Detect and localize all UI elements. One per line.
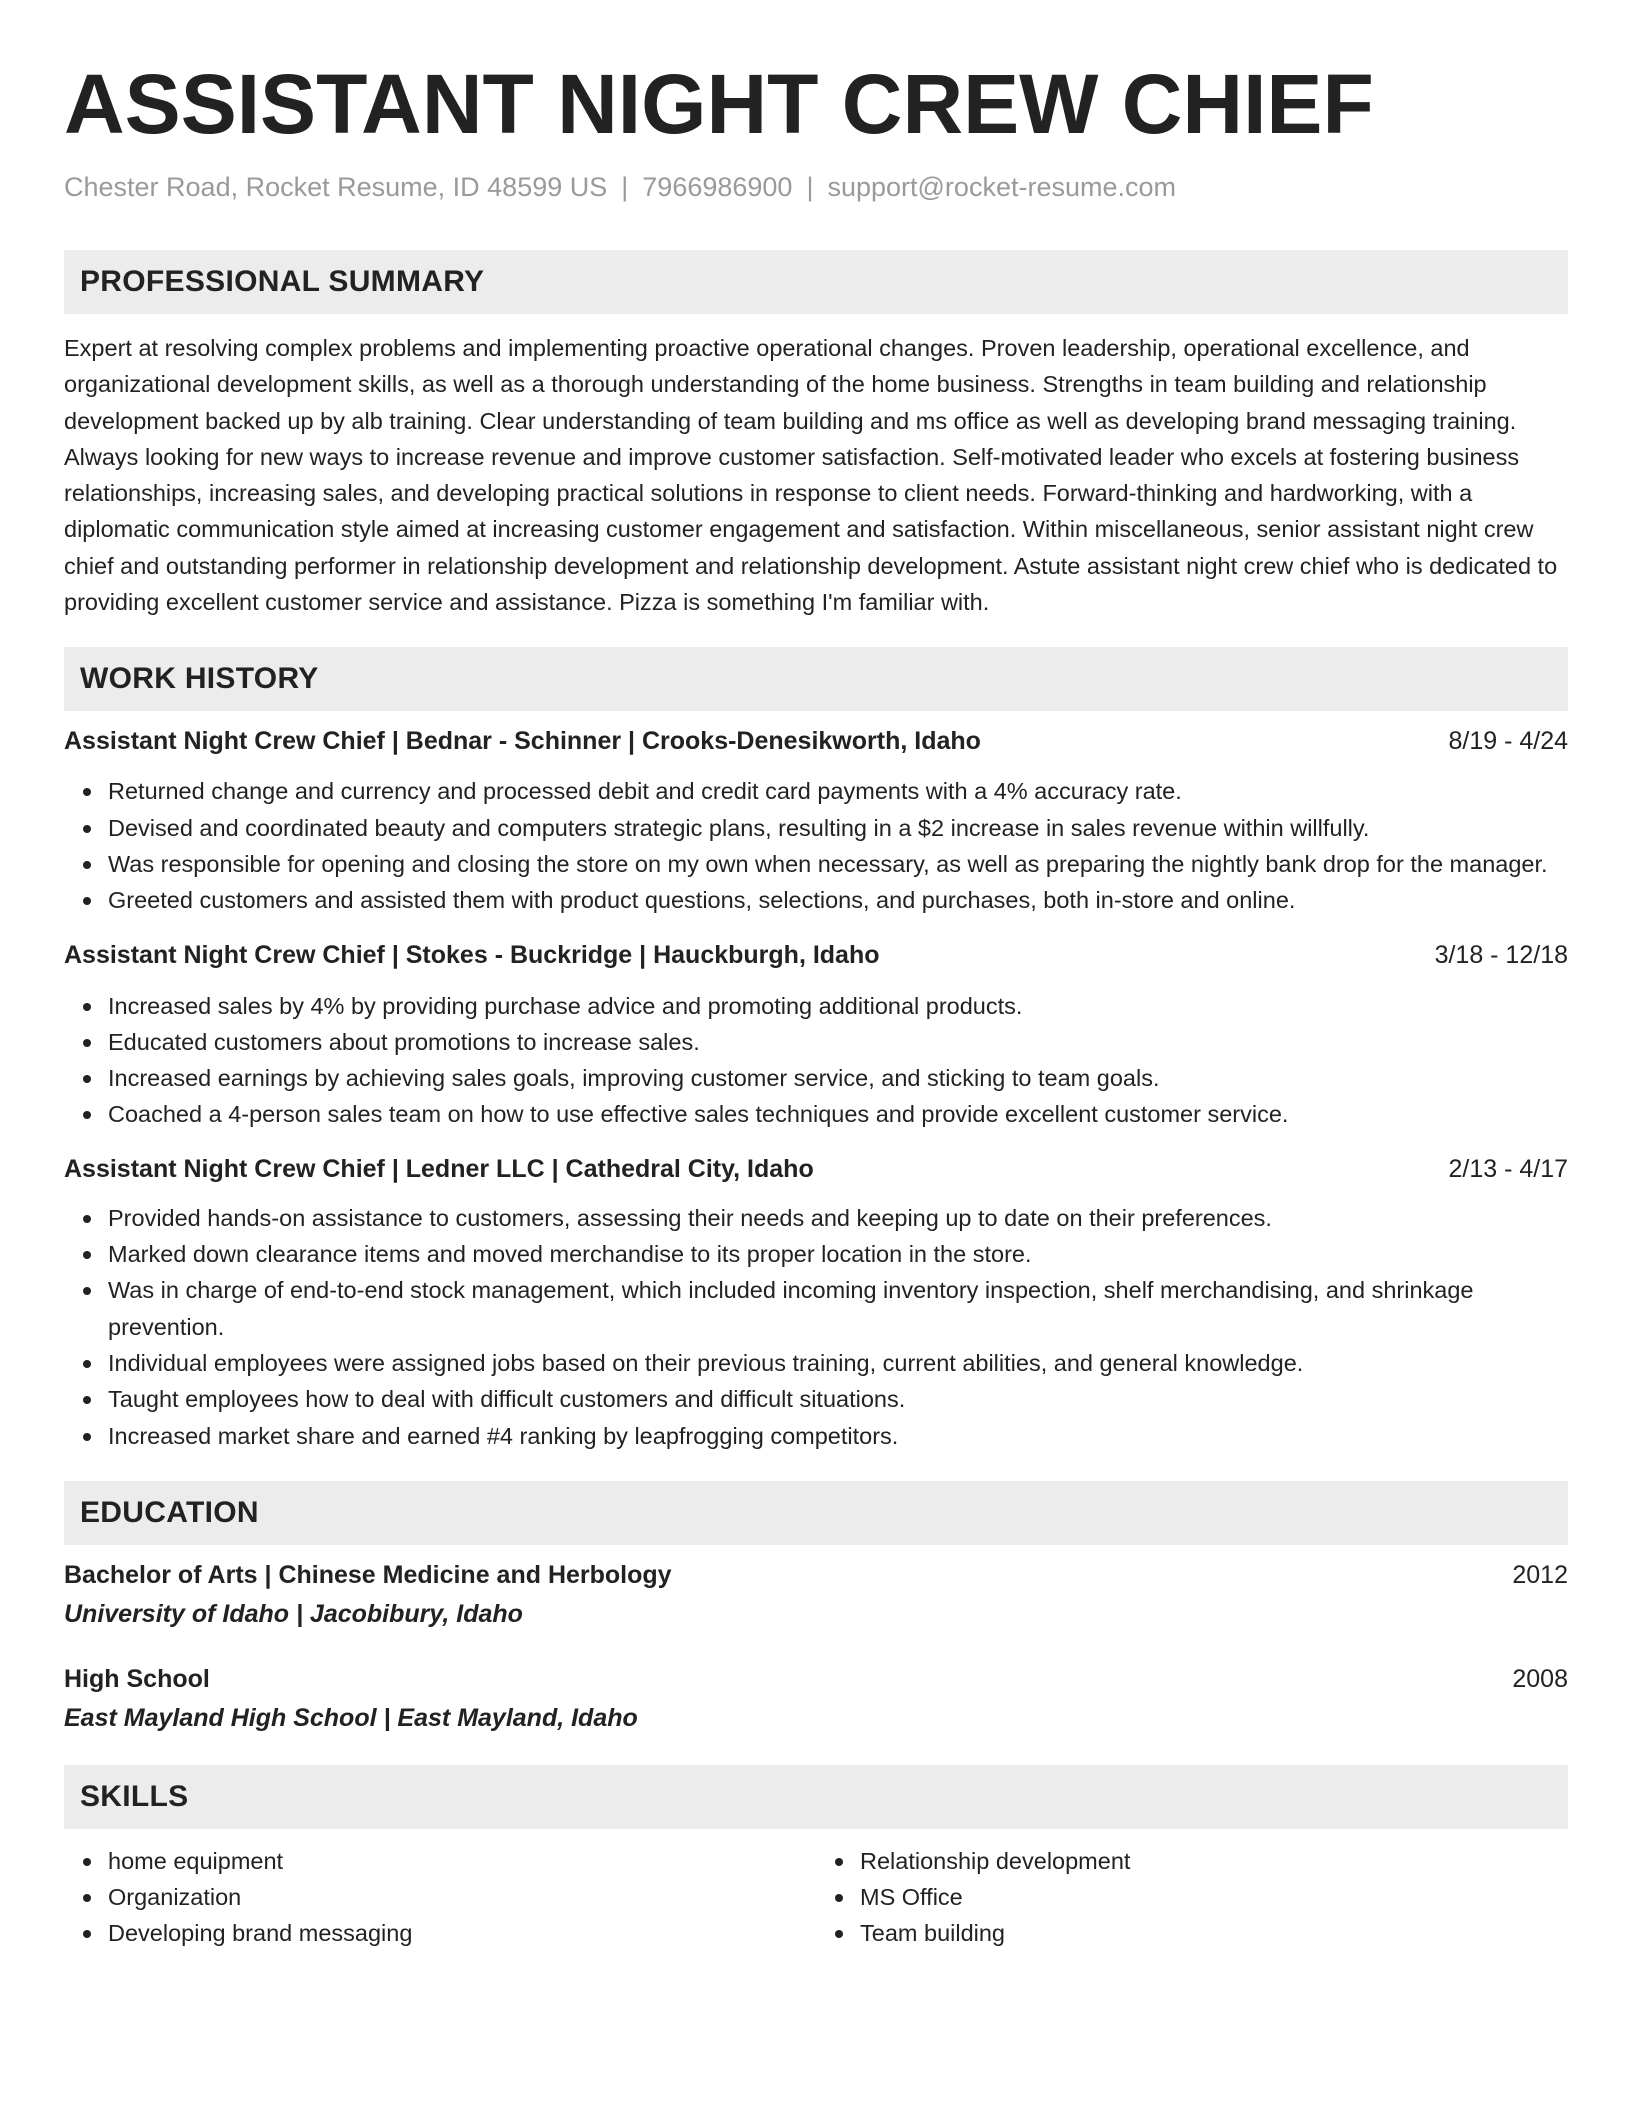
- job-entry: [64, 724, 1568, 918]
- contact-email: support@rocket-resume.com: [827, 172, 1176, 202]
- job-bullets: [64, 1200, 1568, 1454]
- education-degree: High School: [64, 1664, 210, 1693]
- skill-item: Team building: [860, 1915, 1568, 1951]
- job-bullet: Educated customers about promotions to increase sales.: [108, 1024, 1568, 1060]
- job-bullet: Was responsible for opening and closing the store on my own when necessary, as well as preparing the nightly bank drop for the manager.: [108, 846, 1568, 882]
- job-header: [64, 1152, 1568, 1186]
- job-dates: 3/18 - 12/18: [1434, 940, 1568, 969]
- job-bullet: Increased market share and earned #4 ranking by leapfrogging competitors.: [108, 1418, 1568, 1454]
- education-header: [64, 1558, 1568, 1592]
- job-bullet: Returned change and currency and processed debit and credit card payments with a 4% accuracy rate.: [108, 773, 1568, 809]
- job-entry: [64, 1152, 1568, 1454]
- job-header: [64, 724, 1568, 758]
- resume-name: ASSISTANT NIGHT CREW CHIEF: [64, 57, 1374, 151]
- skills-list: [64, 1843, 1568, 1952]
- job-bullet: Devised and coordinated beauty and computers strategic plans, resulting in a $2 increase in sales revenue within willfully.: [108, 810, 1568, 846]
- education-school: East Mayland High School | East Mayland, Idaho: [64, 1703, 638, 1732]
- education-heading: EDUCATION: [64, 1481, 1568, 1545]
- education-year: 2012: [1512, 1560, 1568, 1589]
- job-header: [64, 938, 1568, 972]
- job-bullet: Increased sales by 4% by providing purchase advice and promoting additional products.: [108, 988, 1568, 1024]
- job-title: Assistant Night Crew Chief | Stokes - Buckridge | Hauckburgh, Idaho: [64, 940, 880, 969]
- education-header: [64, 1662, 1568, 1696]
- job-title: Assistant Night Crew Chief | Bednar - Schinner | Crooks-Denesikworth, Idaho: [64, 727, 981, 756]
- job-bullet: Was in charge of end-to-end stock management, which included incoming inventory inspection, shelf merchandising, and shrinkage prevention.: [108, 1272, 1568, 1345]
- skills-column-right: [816, 1843, 1568, 1952]
- contact-address: Chester Road, Rocket Resume, ID 48599 US: [64, 172, 608, 202]
- job-bullets: [64, 988, 1568, 1133]
- work-history-heading: WORK HISTORY: [64, 647, 1568, 711]
- job-dates: 8/19 - 4/24: [1448, 727, 1568, 756]
- contact-separator: |: [621, 172, 629, 202]
- job-bullet: Increased earnings by achieving sales goals, improving customer service, and sticking to team goals.: [108, 1060, 1568, 1096]
- contact-line: [64, 170, 1568, 204]
- job-entry: [64, 938, 1568, 1133]
- job-dates: 2/13 - 4/17: [1448, 1154, 1568, 1183]
- education-school: University of Idaho | Jacobibury, Idaho: [64, 1599, 523, 1628]
- skill-item: Relationship development: [860, 1843, 1568, 1879]
- job-bullet: Taught employees how to deal with difficult customers and difficult situations.: [108, 1381, 1568, 1417]
- education-entry: [64, 1558, 1568, 1631]
- job-title: Assistant Night Crew Chief | Ledner LLC | Cathedral City, Idaho: [64, 1154, 814, 1183]
- job-bullet: Greeted customers and assisted them with product questions, selections, and purchases, both in-store and online.: [108, 882, 1568, 918]
- skills-heading: SKILLS: [64, 1765, 1568, 1829]
- education-year: 2008: [1512, 1664, 1568, 1693]
- skills-column-left: [64, 1843, 816, 1952]
- job-bullet: Provided hands-on assistance to customers, assessing their needs and keeping up to date on their preferences.: [108, 1200, 1568, 1236]
- education-degree: Bachelor of Arts | Chinese Medicine and Herbology: [64, 1560, 672, 1589]
- summary-text: Expert at resolving complex problems and implementing proactive operational changes. Proven leadership, operational excellence, and organizational development skills, as well as a thorough understanding of the home business. Strengths in team building and relationship development backed up by alb training. Clear understanding of team building and ms office as well as developing brand messaging training. Always looking for new ways to increase revenue and improve customer satisfaction. Self-motivated leader who excels at fostering business relationships, increasing sales, and developing practical solutions in response to client needs. Forward-thinking and hardworking, with a diplomatic communication style aimed at increasing customer engagement and satisfaction. Within miscellaneous, senior assistant night crew chief and outstanding performer in relationship development and relationship development. Astute assistant night crew chief who is dedicated to providing excellent customer service and assistance. Pizza is something I'm familiar with.: [64, 335, 1558, 616]
- summary-heading: PROFESSIONAL SUMMARY: [64, 250, 1568, 314]
- skill-item: Developing brand messaging: [108, 1915, 816, 1951]
- job-bullet: Marked down clearance items and moved merchandise to its proper location in the store.: [108, 1236, 1568, 1272]
- job-bullet: Coached a 4-person sales team on how to use effective sales techniques and provide excellent customer service.: [108, 1096, 1568, 1132]
- contact-phone: 7966986900: [642, 172, 793, 202]
- skill-item: MS Office: [860, 1879, 1568, 1915]
- job-bullet: Individual employees were assigned jobs based on their previous training, current abilities, and general knowledge.: [108, 1345, 1568, 1381]
- skill-item: home equipment: [108, 1843, 816, 1879]
- contact-separator: |: [806, 172, 814, 202]
- skill-item: Organization: [108, 1879, 816, 1915]
- job-bullets: [64, 773, 1568, 918]
- education-entry: [64, 1662, 1568, 1735]
